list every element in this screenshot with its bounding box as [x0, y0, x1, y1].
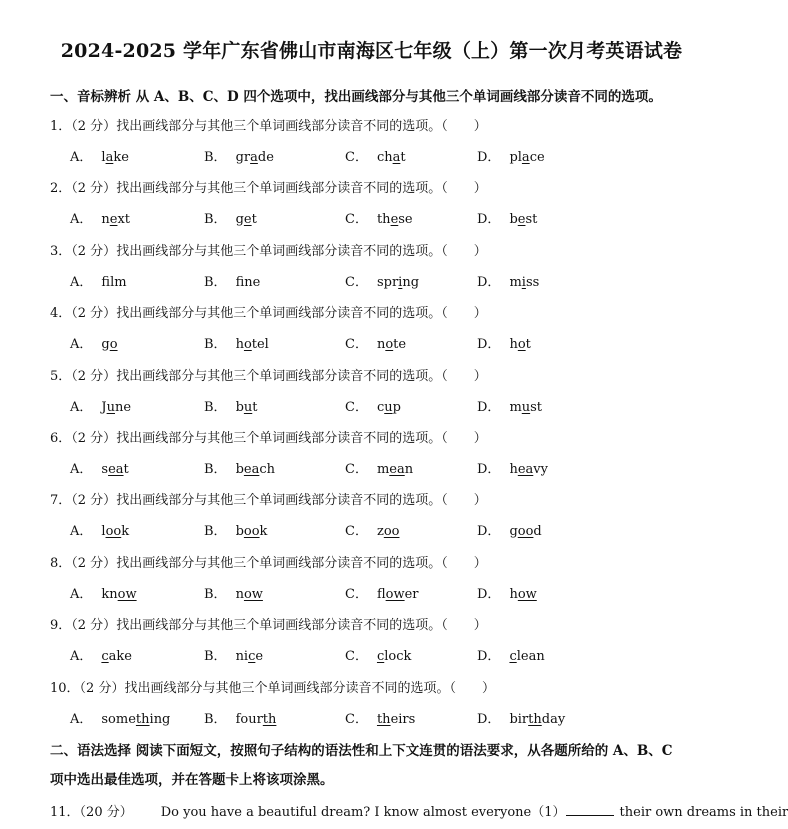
- question-number: 9．: [50, 618, 72, 634]
- option-d[interactable]: [477, 645, 545, 664]
- option-b[interactable]: [204, 396, 258, 415]
- word-part: ch: [376, 150, 393, 165]
- option-d[interactable]: [477, 271, 539, 290]
- word-part: gr: [235, 150, 251, 165]
- underlined-part: c: [376, 649, 385, 665]
- option-letter: D．: [477, 711, 501, 727]
- word-part: h: [509, 586, 518, 602]
- option-row: [0, 520, 743, 540]
- question-prompt: 找出画线部分与其他三个单词画线部分读音不同的选项。（ ）: [116, 119, 487, 134]
- option-letter: A．: [70, 274, 93, 290]
- underlined-part: e: [390, 212, 399, 228]
- question-1: [50, 115, 487, 134]
- word-part: lock: [384, 649, 412, 665]
- option-d[interactable]: [477, 333, 531, 352]
- option-letter: B．: [204, 462, 227, 477]
- option-a[interactable]: [70, 708, 170, 727]
- option-c[interactable]: [345, 146, 406, 165]
- underlined-part: u: [384, 399, 393, 415]
- option-c[interactable]: [345, 520, 399, 539]
- question-number: 11．: [50, 805, 80, 820]
- underlined-part: th: [528, 711, 542, 727]
- option-letter: D．: [477, 462, 501, 477]
- option-d[interactable]: [477, 583, 537, 602]
- word-part: lean: [516, 649, 545, 665]
- question-7: [50, 489, 487, 508]
- option-letter: D．: [477, 524, 501, 540]
- option-a[interactable]: [70, 396, 131, 415]
- question-2: [50, 177, 487, 196]
- option-letter: D．: [477, 586, 501, 602]
- question-score: （2 分）: [71, 493, 117, 509]
- underlined-part: i: [398, 274, 403, 290]
- option-letter: A．: [70, 524, 93, 540]
- question-number: 3．: [50, 243, 72, 259]
- question-score: （2 分）: [71, 555, 117, 571]
- question-11: [50, 801, 788, 820]
- passage-text-start: Do you have a beautiful dream? I know almost everyone（1）: [160, 805, 566, 820]
- question-4: [50, 302, 487, 321]
- option-a[interactable]: [70, 520, 129, 539]
- option-letter: B．: [204, 649, 227, 665]
- word-part: t: [123, 462, 129, 477]
- word-part: e: [255, 649, 264, 665]
- word-part: bir: [509, 711, 529, 727]
- underlined-part: ow: [117, 586, 137, 602]
- underlined-part: ow: [385, 586, 405, 602]
- word-part: day: [541, 711, 566, 727]
- word-part: t: [400, 150, 406, 165]
- underlined-part: e: [243, 212, 252, 228]
- word-part: ing: [149, 711, 171, 727]
- word-part: fl: [376, 586, 386, 602]
- option-letter: A．: [70, 150, 93, 165]
- option-letter: B．: [204, 337, 227, 353]
- option-letter: C．: [345, 711, 368, 727]
- option-a[interactable]: [70, 208, 130, 227]
- underlined-part: ea: [517, 462, 534, 477]
- option-letter: C．: [345, 399, 368, 415]
- word-part: h: [509, 337, 518, 353]
- option-b[interactable]: [204, 271, 260, 290]
- word-part: p: [392, 399, 401, 415]
- word-part: t: [251, 212, 257, 228]
- option-letter: C．: [345, 150, 368, 165]
- word-part: d: [533, 524, 542, 540]
- word-part: vy: [533, 462, 548, 477]
- word-part: b: [235, 524, 244, 540]
- option-letter: D．: [477, 649, 501, 665]
- word-part: t: [252, 399, 258, 415]
- option-letter: D．: [477, 150, 501, 165]
- option-letter: A．: [70, 711, 93, 727]
- option-letter: D．: [477, 212, 501, 228]
- underlined-part: th: [135, 711, 150, 727]
- option-letter: B．: [204, 399, 227, 415]
- word-part: ng: [402, 274, 420, 290]
- option-c[interactable]: [345, 333, 406, 352]
- word-part: f: [235, 274, 245, 290]
- question-prompt: 找出画线部分与其他三个单词画线部分读音不同的选项。（ ）: [116, 618, 487, 634]
- word-part: te: [393, 337, 407, 353]
- question-score: （2 分）: [71, 243, 117, 259]
- question-number: 1．: [50, 119, 72, 134]
- question-10: [50, 677, 495, 696]
- option-c[interactable]: [345, 708, 415, 727]
- question-score: （2 分）: [71, 618, 117, 634]
- word-part: n: [235, 586, 244, 602]
- word-part: spr: [376, 274, 399, 290]
- underlined-part: c: [101, 649, 109, 665]
- word-part: m: [509, 274, 522, 290]
- question-3: [50, 240, 487, 259]
- option-letter: C．: [345, 524, 368, 540]
- option-d[interactable]: [477, 458, 548, 477]
- underlined-part: ea: [243, 462, 260, 477]
- option-b[interactable]: [204, 146, 274, 165]
- word-part: k: [121, 524, 130, 540]
- passage-text-end: their own dreams in their: [619, 805, 788, 820]
- underlined-part: ea: [389, 462, 405, 477]
- question-number: 5．: [50, 368, 72, 384]
- word-part: h: [235, 337, 244, 353]
- word-part: lm: [110, 274, 127, 290]
- question-number: 2．: [50, 181, 72, 197]
- word-part: kn: [101, 586, 118, 602]
- page-title: 2024-2025 学年广东省佛山市南海区七年级（上）第一次月考英语试卷: [60, 40, 683, 62]
- option-letter: B．: [204, 150, 227, 165]
- option-c[interactable]: [345, 208, 413, 227]
- option-c[interactable]: [345, 271, 419, 290]
- underlined-part: th: [376, 711, 391, 727]
- word-part: b: [235, 399, 244, 415]
- word-part: eirs: [390, 711, 416, 727]
- option-d[interactable]: [477, 208, 537, 227]
- underlined-part: i: [521, 274, 526, 290]
- option-letter: C．: [345, 649, 368, 665]
- underlined-part: c: [509, 649, 517, 665]
- underlined-part: o: [517, 337, 526, 353]
- question-score: （2 分）: [71, 119, 117, 134]
- question-prompt: 找出画线部分与其他三个单词画线部分读音不同的选项。（ ）: [124, 680, 495, 696]
- word-part: ce: [529, 150, 545, 165]
- underlined-part: oo: [105, 524, 122, 540]
- option-row: [0, 458, 743, 478]
- question-number: 7．: [50, 493, 72, 509]
- word-part: four: [235, 711, 263, 727]
- option-letter: C．: [345, 462, 368, 477]
- word-part: k: [259, 524, 268, 540]
- word-part: ake: [108, 649, 132, 665]
- option-b[interactable]: [204, 708, 276, 727]
- word-part: m: [376, 462, 390, 477]
- question-number: 8．: [50, 555, 72, 571]
- option-a[interactable]: [70, 645, 132, 664]
- option-c[interactable]: [345, 583, 419, 602]
- word-part: z: [376, 524, 384, 540]
- word-part: l: [101, 150, 106, 165]
- option-b[interactable]: [204, 520, 267, 539]
- option-row: [0, 271, 743, 291]
- underlined-part: e: [109, 212, 118, 228]
- word-part: h: [509, 462, 518, 477]
- option-a[interactable]: [70, 271, 127, 290]
- option-row: [0, 333, 743, 353]
- option-d[interactable]: [477, 520, 542, 539]
- option-row: [0, 583, 743, 603]
- section-2-heading-line2: 项中选出最佳选项，并在答题卡上将该项涂黑。: [50, 772, 334, 788]
- option-c[interactable]: [345, 396, 401, 415]
- word-part: th: [376, 212, 391, 228]
- word-part: ne: [114, 399, 132, 415]
- underlined-part: u: [521, 399, 531, 415]
- word-part: n: [404, 462, 414, 477]
- option-d[interactable]: [477, 146, 545, 165]
- underlined-part: u: [243, 399, 253, 415]
- word-part: some: [101, 711, 136, 727]
- option-d[interactable]: [477, 396, 542, 415]
- word-part: c: [376, 399, 385, 415]
- underlined-part: a: [392, 150, 401, 165]
- option-letter: B．: [204, 586, 227, 602]
- question-number: 10．: [50, 680, 80, 696]
- option-b[interactable]: [204, 583, 263, 602]
- option-b[interactable]: [204, 208, 257, 227]
- option-b[interactable]: [204, 458, 275, 477]
- option-letter: B．: [204, 711, 227, 727]
- question-score: （2 分）: [71, 306, 117, 322]
- underlined-part: o: [243, 337, 252, 353]
- option-row: [0, 396, 743, 416]
- word-part: b: [235, 462, 244, 477]
- word-part: g: [101, 337, 110, 353]
- word-part: n: [376, 337, 386, 353]
- option-letter: B．: [204, 274, 227, 290]
- section-1-heading: 一、音标辨析 从 A、B、C、D 四个选项中，找出画线部分与其他三个单词画线部分读音不同的选项。: [50, 89, 662, 105]
- option-row: [0, 146, 743, 166]
- word-part: s: [101, 462, 109, 477]
- question-prompt: 找出画线部分与其他三个单词画线部分读音不同的选项。（ ）: [116, 306, 487, 322]
- underlined-part: o: [385, 337, 394, 353]
- underlined-part: a: [105, 150, 114, 165]
- question-prompt: 找出画线部分与其他三个单词画线部分读音不同的选项。（ ）: [116, 555, 487, 571]
- underlined-part: u: [106, 399, 115, 415]
- question-number: 4．: [50, 306, 72, 322]
- option-letter: D．: [477, 399, 501, 415]
- option-a[interactable]: [70, 146, 129, 165]
- option-d[interactable]: [477, 708, 565, 727]
- option-b[interactable]: [204, 645, 263, 664]
- word-part: ne: [244, 274, 261, 290]
- option-letter: C．: [345, 212, 368, 228]
- question-5: [50, 365, 487, 384]
- option-letter: C．: [345, 274, 368, 290]
- word-part: pl: [509, 150, 522, 165]
- word-part: g: [509, 524, 518, 540]
- option-c[interactable]: [345, 645, 411, 664]
- option-letter: B．: [204, 212, 227, 228]
- word-part: ch: [259, 462, 275, 477]
- option-c[interactable]: [345, 458, 413, 477]
- option-a[interactable]: [70, 583, 137, 602]
- underlined-part: th: [262, 711, 277, 727]
- underlined-part: ow: [517, 586, 537, 602]
- word-part: t: [525, 337, 531, 353]
- underlined-part: oo: [243, 524, 260, 540]
- question-score: （2 分）: [71, 431, 117, 446]
- option-a[interactable]: [70, 458, 129, 477]
- word-part: se: [398, 212, 413, 228]
- underlined-part: a: [250, 150, 258, 165]
- word-part: m: [509, 399, 522, 415]
- word-part: st: [530, 399, 543, 415]
- question-prompt: 找出画线部分与其他三个单词画线部分读音不同的选项。（ ）: [116, 431, 487, 446]
- answer-blank[interactable]: [566, 803, 614, 816]
- option-row: [0, 708, 743, 728]
- question-9: [50, 614, 487, 633]
- option-letter: A．: [70, 212, 93, 228]
- word-part: xt: [117, 212, 131, 228]
- word-part: tel: [251, 337, 269, 353]
- question-score: （2 分）: [71, 181, 117, 197]
- question-prompt: 找出画线部分与其他三个单词画线部分读音不同的选项。（ ）: [116, 368, 487, 384]
- section-2-heading-line1: 二、语法选择 阅读下面短文，按照句子结构的语法性和上下文连贯的语法要求，从各题所给的 A、B、C: [50, 743, 673, 759]
- question-score: （20 分）: [79, 805, 133, 820]
- word-part: l: [101, 524, 106, 540]
- option-letter: A．: [70, 337, 93, 353]
- underlined-part: e: [517, 212, 526, 228]
- option-letter: B．: [204, 524, 227, 540]
- word-part: ss: [525, 274, 540, 290]
- option-letter: C．: [345, 586, 368, 602]
- underlined-part: oo: [517, 524, 534, 540]
- underlined-part: ea: [108, 462, 124, 477]
- word-part: g: [235, 212, 244, 228]
- question-number: 6．: [50, 431, 72, 446]
- underlined-part: c: [248, 649, 256, 665]
- option-letter: A．: [70, 586, 93, 602]
- option-a[interactable]: [70, 333, 118, 352]
- option-b[interactable]: [204, 333, 269, 352]
- word-part: n: [101, 212, 110, 228]
- option-letter: C．: [345, 337, 368, 353]
- underlined-part: ow: [243, 586, 263, 602]
- option-row: [0, 208, 743, 228]
- word-part: st: [525, 212, 538, 228]
- word-part: de: [257, 150, 274, 165]
- underlined-part: o: [109, 337, 118, 353]
- question-prompt: 找出画线部分与其他三个单词画线部分读音不同的选项。（ ）: [116, 243, 487, 259]
- option-letter: A．: [70, 399, 93, 415]
- option-letter: D．: [477, 274, 501, 290]
- question-prompt: 找出画线部分与其他三个单词画线部分读音不同的选项。（ ）: [116, 493, 487, 509]
- question-score: （2 分）: [79, 680, 125, 696]
- question-6: [50, 427, 487, 446]
- question-score: （2 分）: [71, 368, 117, 384]
- question-8: [50, 552, 487, 571]
- underlined-part: oo: [383, 524, 400, 540]
- word-part: er: [404, 586, 419, 602]
- word-part: ke: [113, 150, 129, 165]
- option-letter: D．: [477, 337, 501, 353]
- option-row: [0, 645, 743, 665]
- option-letter: A．: [70, 649, 93, 665]
- question-prompt: 找出画线部分与其他三个单词画线部分读音不同的选项。（ ）: [116, 181, 487, 197]
- word-part: b: [509, 212, 518, 228]
- option-letter: A．: [70, 462, 93, 477]
- word-part: J: [101, 399, 107, 415]
- word-part: ni: [235, 649, 249, 665]
- word-part: f: [101, 274, 111, 290]
- underlined-part: a: [521, 150, 530, 165]
